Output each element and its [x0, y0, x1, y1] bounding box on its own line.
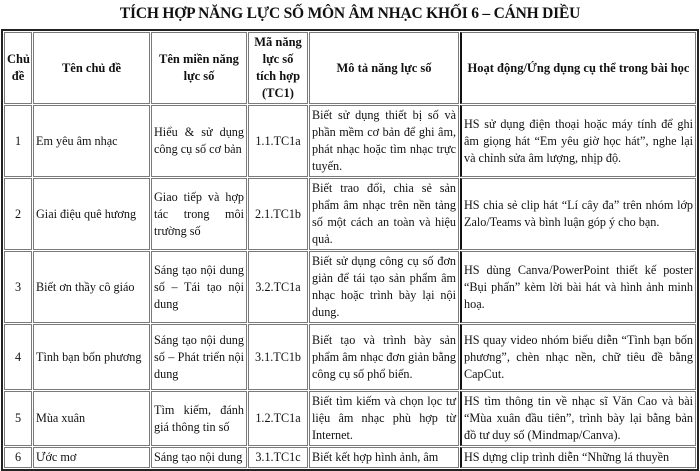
header-topic-name: Tên chủ đề: [33, 32, 150, 104]
cell-activity: HS quay video nhóm biểu diễn “Tình bạn bốn phương”, chèn nhạc nền, chữ tiêu đề bằng CapCut.: [460, 324, 696, 390]
cell-domain: Tìm kiếm, đánh giá thông tin số: [151, 391, 247, 446]
header-activity: Hoạt động/Ứng dụng cụ thể trong bài học: [460, 32, 696, 104]
header-domain: Tên miền năng lực số: [151, 32, 247, 104]
cell-description: Biết sử dụng công cụ số đơn giản để tái tạo sản phẩm âm nhạc hoặc trình bày lại nội dung.: [309, 251, 459, 323]
cell-activity: HS sử dụng điện thoại hoặc máy tính để ghi âm giọng hát “Em yêu giờ học hát”, nghe lại và chỉnh sửa âm lượng, nhịp độ.: [460, 105, 696, 177]
header-description: Mô tả năng lực số: [309, 32, 459, 104]
cell-description: Biết sử dụng thiết bị số và phần mềm cơ bản để ghi âm, phát nhạc hoặc tìm nhạc trực tuyến.: [309, 105, 459, 177]
cell-topic-number: 3: [4, 251, 32, 323]
cell-code: 1.1.TC1a: [248, 105, 308, 177]
document-title: TÍCH HỢP NĂNG LỰC SỐ MÔN ÂM NHẠC KHỐI 6 – CÁNH DIỀU: [119, 5, 581, 22]
table-row: [4, 447, 696, 468]
table-row: [4, 324, 696, 390]
cell-domain: Hiểu & sử dụng công cụ số cơ bản: [151, 105, 247, 177]
cell-activity: HS tìm thông tin về nhạc sĩ Văn Cao và bài “Mùa xuân đầu tiên”, trình bày lại bằng bản đồ tư duy số (Mindmap/Canva).: [460, 391, 696, 446]
cell-domain: Sáng tạo nội dung số – Phát triển nội dung: [151, 324, 247, 390]
cell-code: 3.2.TC1a: [248, 251, 308, 323]
cell-activity: HS dùng Canva/PowerPoint thiết kế poster “Bụi phấn” kèm lời bài hát và hình ảnh minh hoạ.: [460, 251, 696, 323]
cell-domain: Giao tiếp và hợp tác trong môi trường số: [151, 178, 247, 250]
cell-code: 3.1.TC1c: [248, 447, 308, 468]
cell-activity: HS chia sẻ clip hát “Lí cây đa” trên nhóm lớp Zalo/Teams và bình luận góp ý cho bạn.: [460, 178, 696, 250]
cell-topic-name: Ước mơ: [33, 447, 150, 468]
header-code: Mã năng lực số tích hợp (TC1): [248, 32, 308, 104]
cell-topic-name: Mùa xuân: [33, 391, 150, 446]
cell-description: Biết tìm kiếm và chọn lọc tư liệu âm nhạc phù hợp từ Internet.: [309, 391, 459, 446]
header-topic-number: Chủ đề: [4, 32, 32, 104]
table-row: [4, 105, 696, 177]
cell-topic-number: 1: [4, 105, 32, 177]
cell-code: 2.1.TC1b: [248, 178, 308, 250]
digital-competency-table: [1, 29, 699, 471]
cell-activity: HS dựng clip trình diễn “Những lá thuyền: [460, 447, 696, 468]
cell-topic-number: 5: [4, 391, 32, 446]
table-row: [4, 251, 696, 323]
cell-topic-number: 2: [4, 178, 32, 250]
cell-topic-name: Tình bạn bốn phương: [33, 324, 150, 390]
cell-domain: Sáng tạo nội dung: [151, 447, 247, 468]
table-header-row: [4, 32, 696, 104]
cell-code: 1.2.TC1a: [248, 391, 308, 446]
cell-topic-name: Biết ơn thầy cô giáo: [33, 251, 150, 323]
table-row: [4, 391, 696, 446]
cell-topic-name: Giai điệu quê hương: [33, 178, 150, 250]
cell-domain: Sáng tạo nội dung số – Tái tạo nội dung: [151, 251, 247, 323]
cell-topic-number: 6: [4, 447, 32, 468]
cell-description: Biết trao đổi, chia sẻ sản phẩm âm nhạc trên nền tảng số một cách an toàn và hiệu quả.: [309, 178, 459, 250]
cell-topic-number: 4: [4, 324, 32, 390]
cell-description: Biết kết hợp hình ảnh, âm: [309, 447, 459, 468]
cell-topic-name: Em yêu âm nhạc: [33, 105, 150, 177]
cell-code: 3.1.TC1b: [248, 324, 308, 390]
table-row: [4, 178, 696, 250]
cell-description: Biết tạo và trình bày sản phẩm âm nhạc đơn giản bằng công cụ số phổ biến.: [309, 324, 459, 390]
